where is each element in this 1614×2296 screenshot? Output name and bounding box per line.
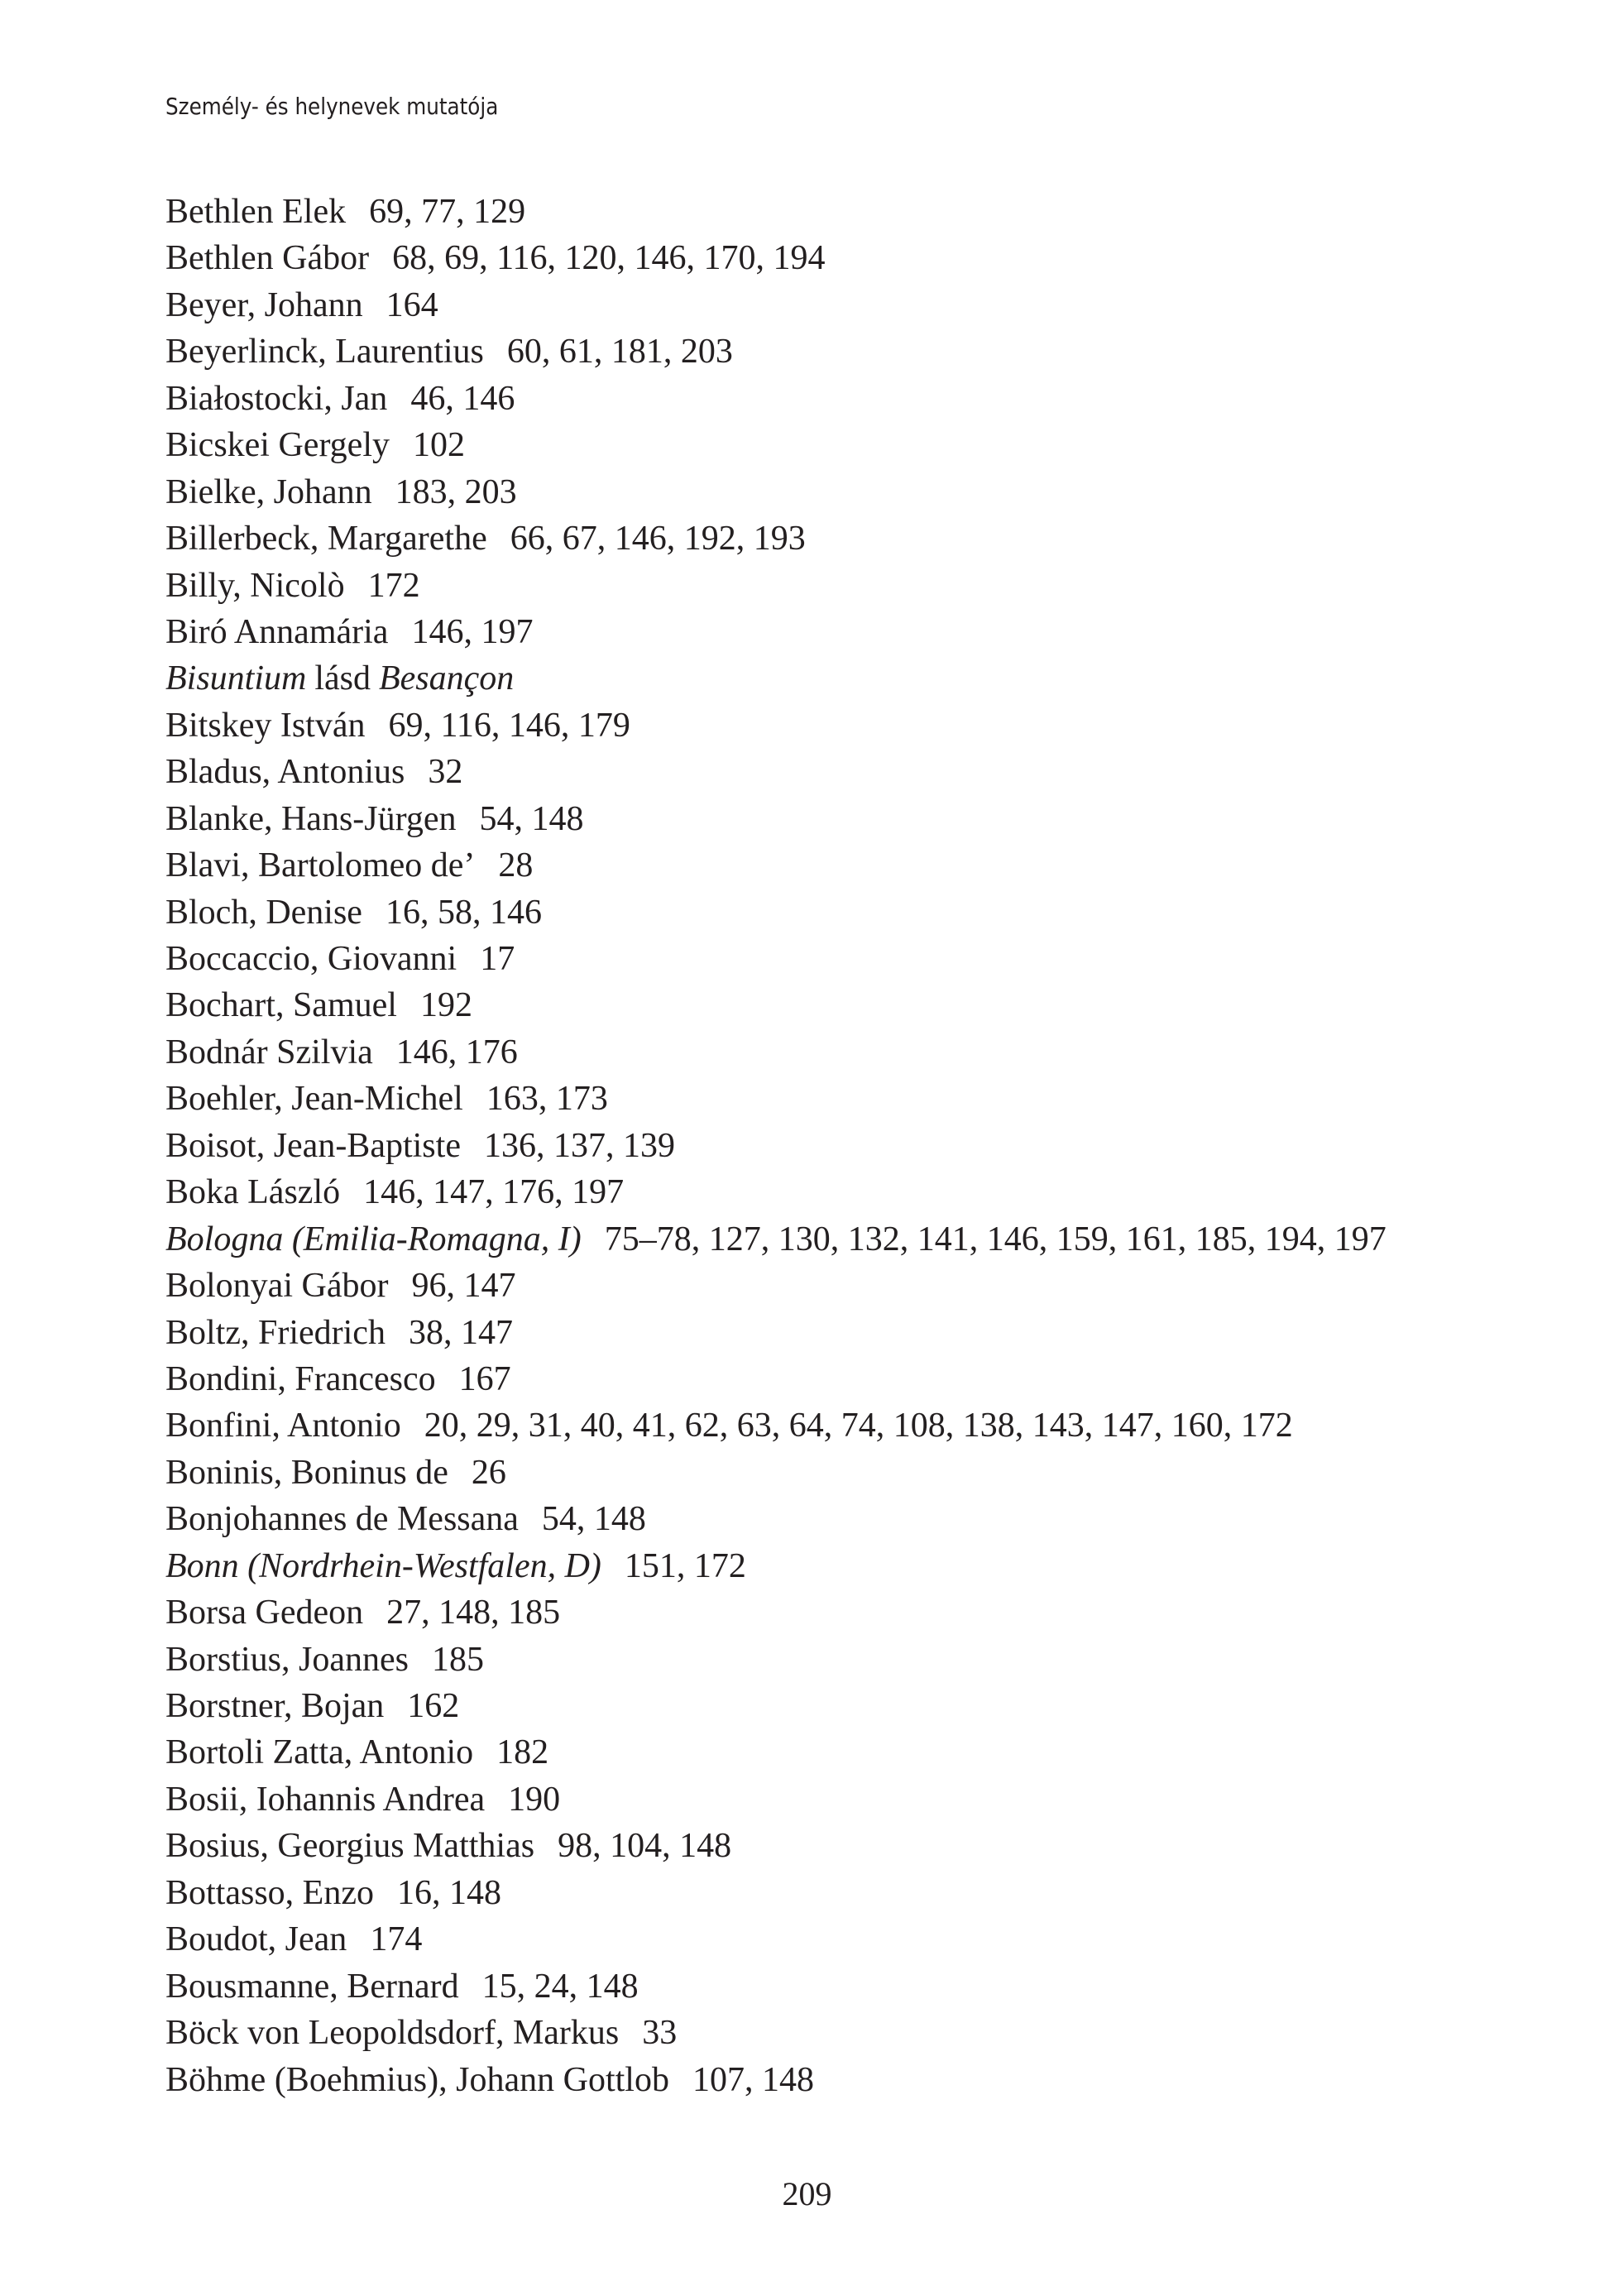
entry-term: Borstner, Bojan xyxy=(165,1687,385,1725)
index-entry xyxy=(165,889,1387,936)
index-entry xyxy=(165,422,1387,468)
entry-term: Białostocki, Jan xyxy=(165,379,388,418)
index-entry xyxy=(165,1263,1387,1309)
entry-pages: 98, 104, 148 xyxy=(558,1827,732,1866)
entry-term: Bosius, Georgius Matthias xyxy=(165,1827,535,1866)
index-entry-place xyxy=(165,1543,1387,1589)
entry-pages: 16, 58, 146 xyxy=(385,893,542,932)
index-entry xyxy=(165,1076,1387,1122)
entry-term: Bethlen Elek xyxy=(165,193,347,231)
entry-term: Bortoli Zatta, Antonio xyxy=(165,1733,474,1772)
entry-term: Bladus, Antonius xyxy=(165,753,405,792)
entry-pages: 20, 29, 31, 40, 41, 62, 63, 64, 74, 108, 138, 143, 147, 160, 172 xyxy=(424,1407,1293,1445)
index-entry xyxy=(165,1916,1387,1963)
entry-pages: 102 xyxy=(413,426,465,465)
index-entry xyxy=(165,1029,1387,1076)
see-target: Besançon xyxy=(379,659,515,698)
entry-term: Borstius, Joannes xyxy=(165,1640,409,1679)
entry-pages: 192 xyxy=(419,986,472,1025)
index-entry xyxy=(165,1589,1387,1636)
index-entry xyxy=(165,1450,1387,1496)
index-entry xyxy=(165,1637,1387,1683)
entry-pages: 38, 147 xyxy=(408,1313,513,1352)
index-entry xyxy=(165,1870,1387,1916)
entry-pages: 66, 67, 146, 192, 193 xyxy=(510,520,806,558)
entry-pages: 183, 203 xyxy=(395,472,517,511)
entry-term: Bolonyai Gábor xyxy=(165,1267,389,1306)
entry-pages: 54, 148 xyxy=(479,799,584,838)
entry-term: Boninis, Boninus de xyxy=(165,1453,448,1492)
entry-term: Beyerlinck, Laurentius xyxy=(165,333,484,371)
index-entry xyxy=(165,1683,1387,1729)
entry-term: Böhme (Boehmius), Johann Gottlob xyxy=(165,2060,669,2099)
entry-pages: 167 xyxy=(458,1359,511,1398)
index-entry xyxy=(165,2057,1387,2103)
entry-term: Bottasso, Enzo xyxy=(165,1873,374,1912)
index-entry xyxy=(165,189,1387,235)
entry-term: Blavi, Bartolomeo de’ xyxy=(165,846,476,885)
index-entry xyxy=(165,1169,1387,1215)
index-entry xyxy=(165,1496,1387,1542)
entry-pages: 182 xyxy=(496,1733,549,1772)
index-entry xyxy=(165,842,1387,889)
entry-term: Bodnár Szilvia xyxy=(165,1033,373,1071)
index-entry xyxy=(165,749,1387,795)
index-entry xyxy=(165,1356,1387,1402)
entry-pages: 68, 69, 116, 120, 146, 170, 194 xyxy=(392,239,826,278)
entry-pages: 190 xyxy=(508,1780,561,1819)
index-entry xyxy=(165,1729,1387,1776)
entry-pages: 174 xyxy=(370,1920,423,1959)
entry-pages: 54, 148 xyxy=(541,1500,646,1539)
entry-pages: 172 xyxy=(367,566,420,605)
entry-pages: 28 xyxy=(498,846,534,885)
entry-pages: 185 xyxy=(432,1640,484,1679)
entry-term: Bonn (Nordrhein-Westfalen, D) xyxy=(165,1546,601,1585)
entry-pages: 17 xyxy=(480,940,515,978)
index-entry xyxy=(165,235,1387,281)
entry-pages: 146, 197 xyxy=(411,612,534,651)
index-entry xyxy=(165,328,1387,375)
entry-pages: 162 xyxy=(407,1687,460,1725)
entry-term: Bousmanne, Bernard xyxy=(165,1967,459,2006)
index-entry xyxy=(165,702,1387,749)
entry-pages: 107, 148 xyxy=(692,2060,814,2099)
entry-pages: 32 xyxy=(428,753,463,792)
see-word: lásd xyxy=(314,659,371,698)
index-entry-place xyxy=(165,1216,1387,1263)
entry-pages: 46, 146 xyxy=(410,379,515,418)
index-entry xyxy=(165,1963,1387,2010)
entry-pages: 163, 173 xyxy=(486,1080,608,1119)
entry-term: Bielke, Johann xyxy=(165,472,372,511)
entry-term: Bologna (Emilia-Romagna, I) xyxy=(165,1220,582,1258)
entry-term: Bethlen Gábor xyxy=(165,239,370,278)
entry-term: Böck von Leopoldsdorf, Markus xyxy=(165,2014,620,2053)
entry-term: Bosii, Iohannis Andrea xyxy=(165,1780,486,1819)
index-entry xyxy=(165,282,1387,328)
entry-term: Billerbeck, Margarethe xyxy=(165,520,487,558)
entry-pages: 164 xyxy=(386,285,438,324)
entry-term: Bisuntium xyxy=(165,659,307,698)
entry-term: Beyer, Johann xyxy=(165,285,363,324)
entry-pages: 75–78, 127, 130, 132, 141, 146, 159, 161, 185, 194, 197 xyxy=(604,1220,1387,1258)
entry-pages: 16, 148 xyxy=(396,1873,501,1912)
entry-term: Bonfini, Antonio xyxy=(165,1407,401,1445)
entry-pages: 151, 172 xyxy=(624,1546,746,1585)
entry-pages: 33 xyxy=(642,2014,678,2053)
index-entry xyxy=(165,469,1387,515)
entry-term: Boehler, Jean-Michel xyxy=(165,1080,463,1119)
index-entry xyxy=(165,376,1387,422)
entry-pages: 27, 148, 185 xyxy=(386,1594,561,1632)
entry-term: Biró Annamária xyxy=(165,612,389,651)
entry-term: Bicskei Gergely xyxy=(165,426,390,465)
running-head: Személy- és helynevek mutatója xyxy=(165,93,499,120)
index-entry xyxy=(165,563,1387,609)
index-entry xyxy=(165,982,1387,1028)
index-entry xyxy=(165,936,1387,982)
entry-pages: 26 xyxy=(471,1453,506,1492)
index-entry xyxy=(165,1123,1387,1169)
entry-pages: 96, 147 xyxy=(411,1267,516,1306)
index-entry xyxy=(165,1402,1387,1449)
entry-term: Blanke, Hans-Jürgen xyxy=(165,799,457,838)
entry-pages: 60, 61, 181, 203 xyxy=(506,333,733,371)
entry-term: Bloch, Denise xyxy=(165,893,362,932)
entry-term: Boccaccio, Giovanni xyxy=(165,940,457,978)
index-entry xyxy=(165,796,1387,842)
index-entry xyxy=(165,1776,1387,1823)
entry-pages: 69, 116, 146, 179 xyxy=(388,706,630,745)
index-cross-reference xyxy=(165,655,1387,702)
entry-term: Bonjohannes de Messana xyxy=(165,1500,519,1539)
entry-pages: 146, 176 xyxy=(395,1033,518,1071)
index-entry xyxy=(165,1823,1387,1869)
entry-term: Boltz, Friedrich xyxy=(165,1313,386,1352)
entry-term: Borsa Gedeon xyxy=(165,1594,364,1632)
entry-pages: 146, 147, 176, 197 xyxy=(363,1173,625,1212)
entry-term: Boka László xyxy=(165,1173,341,1212)
entry-pages: 136, 137, 139 xyxy=(483,1126,675,1165)
index-entry xyxy=(165,609,1387,655)
index-entry xyxy=(165,1310,1387,1356)
index-list xyxy=(165,189,1387,2103)
page-number: 209 xyxy=(782,2175,832,2212)
entry-term: Bochart, Samuel xyxy=(165,986,397,1025)
index-entry xyxy=(165,515,1387,562)
index-entry xyxy=(165,2010,1387,2056)
entry-pages: 69, 77, 129 xyxy=(369,193,526,231)
entry-pages: 15, 24, 148 xyxy=(481,1967,639,2006)
entry-term: Boudot, Jean xyxy=(165,1920,347,1959)
entry-term: Billy, Nicolò xyxy=(165,566,345,605)
entry-term: Boisot, Jean-Baptiste xyxy=(165,1126,461,1165)
entry-term: Bitskey István xyxy=(165,706,366,745)
entry-term: Bondini, Francesco xyxy=(165,1359,436,1398)
